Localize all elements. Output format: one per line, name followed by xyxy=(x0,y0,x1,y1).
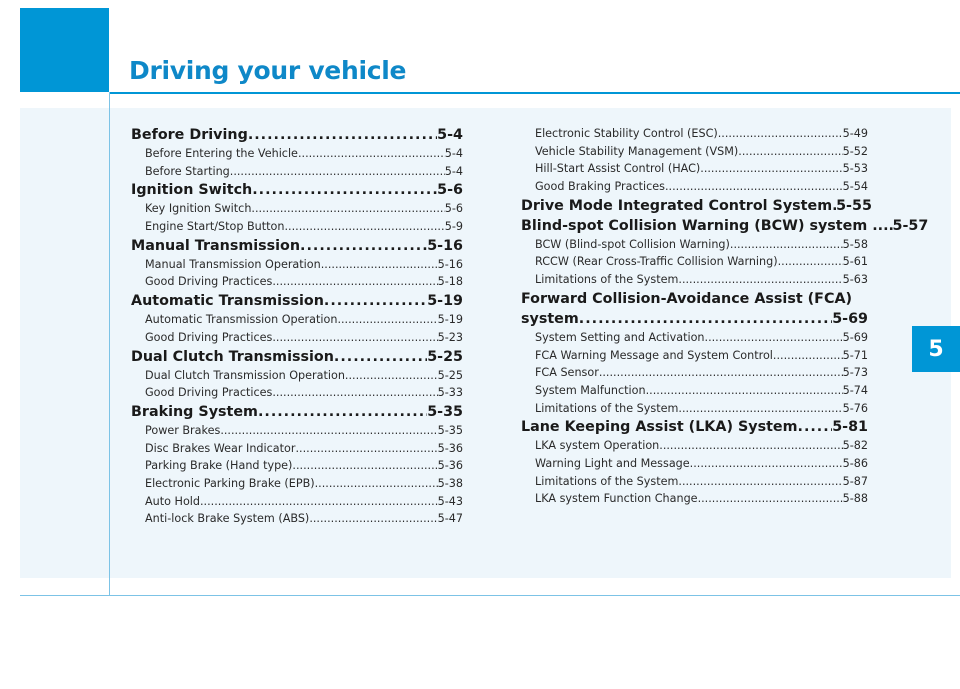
dot-leader xyxy=(200,493,438,511)
toc-entry[interactable] xyxy=(131,200,463,218)
toc-entry-title: Good Driving Practices xyxy=(145,330,273,344)
toc-entry-title: Before Entering the Vehicle xyxy=(145,147,298,160)
toc-page-number: 5-57 xyxy=(892,217,929,234)
toc-entry-title: Anti-lock Brake System (ABS) xyxy=(145,512,310,526)
toc-entry-title: Auto Hold xyxy=(145,494,200,508)
footer-rule xyxy=(20,595,960,596)
dot-leader xyxy=(324,291,427,311)
toc-page-number: 5-6 xyxy=(444,202,463,216)
toc-entry-title: system xyxy=(521,310,579,327)
toc-page-number: 5-49 xyxy=(842,127,868,140)
toc-entry[interactable] xyxy=(521,473,868,491)
dot-leader xyxy=(309,510,437,528)
dot-leader xyxy=(599,364,843,382)
toc-entry[interactable] xyxy=(131,422,463,440)
toc-page-number: 5-74 xyxy=(842,383,868,397)
toc-entry-title: Manual Transmission Operation xyxy=(145,257,321,271)
toc-entry-title: Good Braking Practices xyxy=(535,180,665,194)
toc-entry-title: Limitations of the System xyxy=(535,401,679,415)
toc-entry[interactable] xyxy=(131,273,463,291)
dot-leader xyxy=(258,402,427,422)
dot-leader xyxy=(678,473,842,491)
page-title: Driving your vehicle xyxy=(129,56,407,85)
toc-page-number: 5-81 xyxy=(832,419,868,436)
toc-entry-title: Blind-spot Collision Warning (BCW) system ... xyxy=(521,217,889,234)
dot-leader xyxy=(337,311,437,329)
toc-entry[interactable] xyxy=(131,493,463,511)
toc-entry[interactable] xyxy=(131,218,463,236)
toc-entry-title: Dual Clutch Transmission xyxy=(131,348,334,365)
toc-page-number: 5-4 xyxy=(444,164,463,178)
toc-page-number: 5-36 xyxy=(437,459,463,473)
toc-page-number: 5-87 xyxy=(842,474,868,488)
toc-page-number: 5-6 xyxy=(437,182,463,199)
dot-leader xyxy=(252,180,437,200)
toc-entry[interactable] xyxy=(521,125,868,143)
toc-entry[interactable] xyxy=(131,329,463,347)
toc-entry-title: Electronic Parking Brake (EPB) xyxy=(145,476,315,490)
toc-entry[interactable] xyxy=(131,510,463,528)
toc-chapter-heading[interactable] xyxy=(131,180,463,200)
toc-entry-title: Manual Transmission xyxy=(131,237,301,254)
toc-entry-title: Power Brakes xyxy=(145,423,221,437)
dot-leader xyxy=(678,271,842,289)
toc-page-number: 5-19 xyxy=(427,293,463,310)
toc-page-number: 5-33 xyxy=(437,386,463,400)
toc-entry[interactable] xyxy=(131,163,463,181)
toc-entry-title: Key Ignition Switch xyxy=(145,202,252,216)
dot-leader xyxy=(700,160,842,178)
toc-page-number: 5-16 xyxy=(437,257,463,271)
toc-page-number: 5-43 xyxy=(437,494,463,508)
toc-entry-title: Automatic Transmission xyxy=(131,293,324,310)
dot-leader xyxy=(579,309,832,329)
dot-leader xyxy=(315,475,438,493)
toc-entry-title: System Setting and Activation xyxy=(535,330,705,344)
toc-entry-title: LKA system Function Change xyxy=(535,492,698,506)
toc-entry[interactable] xyxy=(521,236,868,254)
toc-entry-title: Limitations of the System xyxy=(535,474,679,488)
toc-page-number: 5-35 xyxy=(437,423,463,437)
toc-entry-title: Vehicle Stability Management (VSM) xyxy=(535,144,739,158)
dot-leader xyxy=(292,457,437,475)
dot-leader xyxy=(295,440,437,458)
dot-leader xyxy=(705,329,843,347)
toc-page-number: 5-73 xyxy=(842,366,868,380)
toc-page-number: 5-19 xyxy=(437,313,463,327)
toc-chapter-heading[interactable] xyxy=(521,309,868,329)
toc-entry-title: Before Starting xyxy=(145,164,230,178)
toc-entry[interactable] xyxy=(521,160,868,178)
toc-entry[interactable] xyxy=(521,400,868,418)
toc-entry-title: Before Driving xyxy=(131,127,248,143)
toc-entry-title: Hill-Start Assist Control (HAC) xyxy=(535,162,701,176)
toc-page-number: 5-38 xyxy=(437,476,463,490)
toc-entry-title: Disc Brakes Wear Indicator xyxy=(145,441,296,455)
dot-leader xyxy=(665,178,843,196)
toc-chapter-heading[interactable] xyxy=(131,236,463,256)
toc-page-number: 5-58 xyxy=(842,237,868,251)
toc-page-number: 5-71 xyxy=(842,348,868,362)
toc-entry[interactable] xyxy=(131,457,463,475)
toc-entry[interactable] xyxy=(521,253,868,271)
toc-entry-title: RCCW (Rear Cross-Traffic Collision Warning) xyxy=(535,255,778,269)
toc-entry-title: Ignition Switch xyxy=(131,182,253,199)
toc-page-number: 5-9 xyxy=(444,220,463,234)
toc-chapter-heading-line[interactable]: Forward Collision-Avoidance Assist (FCA) xyxy=(521,290,853,307)
toc-entry-title: BCW (Blind-spot Collision Warning) xyxy=(535,237,730,251)
toc-entry[interactable] xyxy=(131,440,463,458)
toc-entry-title: Braking System xyxy=(131,403,258,420)
toc-entry[interactable] xyxy=(521,329,868,347)
dot-leader xyxy=(345,367,438,385)
toc-page-number: 5-4 xyxy=(437,127,463,143)
toc-entry-title: FCA Sensor xyxy=(535,366,599,380)
toc-entry[interactable] xyxy=(521,143,868,161)
toc-entry-title: Electronic Stability Control (ESC) xyxy=(535,127,718,140)
dot-leader xyxy=(248,125,437,145)
toc-entry[interactable] xyxy=(131,256,463,274)
dot-leader xyxy=(300,236,427,256)
dot-leader xyxy=(698,490,843,508)
toc-entry-title: Drive Mode Integrated Control System xyxy=(521,197,833,214)
toc-entry-title: Dual Clutch Transmission Operation xyxy=(145,368,345,382)
toc-page-number: 5-18 xyxy=(437,275,463,289)
toc-entry-title: System Malfunction xyxy=(535,383,646,397)
margin-rule xyxy=(109,92,110,596)
toc-entry[interactable] xyxy=(131,311,463,329)
toc-entry-title: Engine Start/Stop Button xyxy=(145,220,285,234)
toc-chapter-heading[interactable] xyxy=(521,417,868,437)
toc-page-number: 5-63 xyxy=(842,273,868,287)
toc-page-number: 5-88 xyxy=(842,492,868,506)
dot-leader xyxy=(321,256,438,274)
toc-entry[interactable] xyxy=(521,382,868,400)
dot-leader xyxy=(251,200,444,218)
dot-leader xyxy=(718,125,843,143)
dot-leader xyxy=(334,347,427,367)
toc-page-number: 5-23 xyxy=(437,330,463,344)
dot-leader xyxy=(690,455,843,473)
dot-leader xyxy=(773,347,843,365)
dot-leader xyxy=(272,329,437,347)
dot-leader xyxy=(298,145,445,163)
dot-leader xyxy=(778,253,843,271)
toc-entry[interactable] xyxy=(131,475,463,493)
toc-page-number: 5-36 xyxy=(437,441,463,455)
toc-entry-title: Limitations of the System xyxy=(535,273,679,287)
dot-leader xyxy=(678,400,842,418)
toc-chapter-heading[interactable] xyxy=(131,347,463,367)
dot-leader xyxy=(659,437,842,455)
toc-chapter-heading[interactable] xyxy=(131,125,463,145)
toc-chapter-heading[interactable] xyxy=(131,402,463,422)
toc-page-number: 5-53 xyxy=(842,162,868,176)
toc-entry-title: Automatic Transmission Operation xyxy=(145,313,338,327)
toc-entry-title: FCA Warning Message and System Control xyxy=(535,348,773,362)
toc-page-number: 5-82 xyxy=(842,439,868,453)
toc-entry[interactable] xyxy=(131,145,463,163)
toc-page-number: 5-69 xyxy=(842,330,868,344)
toc-chapter-heading[interactable] xyxy=(521,216,929,236)
dot-leader xyxy=(272,273,437,291)
dot-leader xyxy=(272,384,437,402)
chapter-tab[interactable]: 5 xyxy=(912,326,960,372)
toc-entry-title: LKA system Operation xyxy=(535,439,660,453)
dot-leader xyxy=(738,143,842,161)
toc-entry[interactable] xyxy=(521,364,868,382)
toc-page-number: 5-61 xyxy=(842,255,868,269)
toc-entry-title: Good Driving Practices xyxy=(145,386,273,400)
toc-entry-title: Warning Light and Message xyxy=(535,456,690,470)
toc-entry-title: Parking Brake (Hand type) xyxy=(145,459,293,473)
toc-page-number: 5-35 xyxy=(427,403,463,420)
toc-chapter-heading[interactable] xyxy=(521,196,872,216)
toc-page-number: 5-54 xyxy=(842,180,868,194)
dot-leader xyxy=(230,163,445,181)
toc-page-number: 5-16 xyxy=(427,237,463,254)
toc-page-number: 5-55 xyxy=(836,197,872,214)
toc-page-number: 5-25 xyxy=(427,348,463,365)
toc-entry[interactable] xyxy=(521,455,868,473)
header-color-block xyxy=(20,8,109,92)
dot-leader xyxy=(730,236,843,254)
toc-page-number: 5-47 xyxy=(437,512,463,526)
toc-entry[interactable] xyxy=(131,367,463,385)
toc-page-number: 5-25 xyxy=(437,368,463,382)
dot-leader xyxy=(646,382,843,400)
toc-page-number: 5-52 xyxy=(842,144,868,158)
dot-leader xyxy=(798,417,833,437)
toc-entry[interactable] xyxy=(131,384,463,402)
toc-entry[interactable] xyxy=(521,490,868,508)
toc-page-number: 5-4 xyxy=(444,147,463,160)
header-rule xyxy=(109,92,960,94)
toc-entry[interactable] xyxy=(521,437,868,455)
toc-entry[interactable] xyxy=(521,271,868,289)
toc-entry[interactable] xyxy=(521,178,868,196)
dot-leader xyxy=(220,422,437,440)
dot-leader xyxy=(284,218,444,236)
toc-page-number: 5-76 xyxy=(842,401,868,415)
toc-chapter-heading[interactable] xyxy=(131,291,463,311)
toc-page-number: 5-86 xyxy=(842,456,868,470)
toc-entry-title: Good Driving Practices xyxy=(145,275,273,289)
toc-entry-title: Lane Keeping Assist (LKA) System xyxy=(521,419,798,436)
toc-left-column xyxy=(131,125,463,528)
toc-entry[interactable] xyxy=(521,347,868,365)
toc-page-number: 5-69 xyxy=(832,310,868,327)
toc-right-column xyxy=(521,125,929,508)
